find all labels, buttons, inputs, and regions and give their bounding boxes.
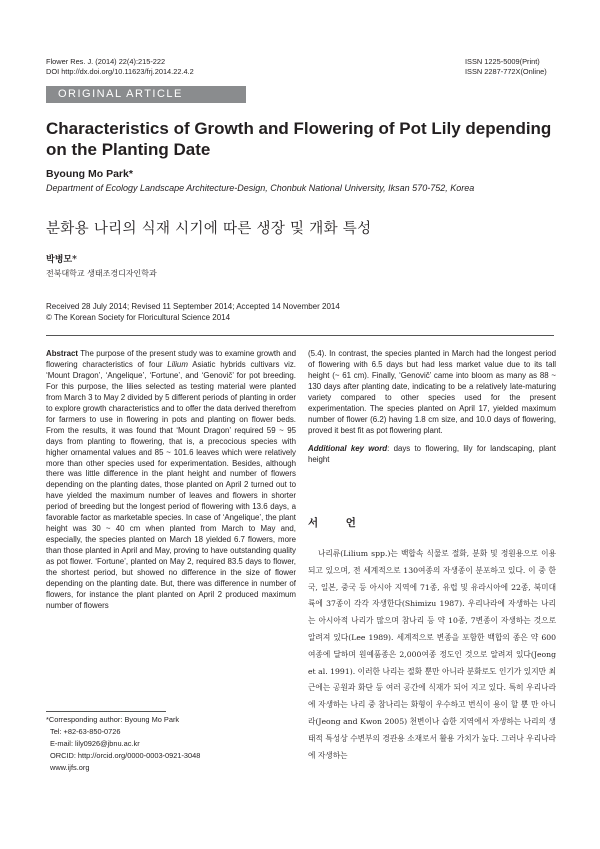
email-link[interactable]: E-mail: lily0926@jbnu.ac.kr xyxy=(50,739,140,748)
abstract-left-column xyxy=(46,349,296,612)
corresponding-author-footnote xyxy=(46,714,296,774)
korean-author: 박병모* xyxy=(46,255,77,265)
korean-title: 분화용 나리의 식재 시기에 따른 생장 및 개화 특성 xyxy=(46,221,372,237)
author-affiliation: Department of Ecology Landscape Architecture-Design, Chonbuk National University, Iksan 570-752, Korea xyxy=(46,183,475,193)
doi-link[interactable]: DOI http://dx.doi.org/10.11623/frj.2014.22.4.2 xyxy=(46,67,194,76)
article-dates xyxy=(46,301,340,323)
paper-title: Characteristics of Growth and Flowering of Pot Lily depending on the Planting Date xyxy=(46,119,552,159)
author-name: Byoung Mo Park* xyxy=(46,168,133,180)
introduction-body xyxy=(308,546,556,764)
copyright-notice: © The Korean Society for Floricultural Science 2014 xyxy=(46,313,231,322)
issn-online: ISSN 2287-772X(Online) xyxy=(465,67,547,76)
issn-print: ISSN 1225-5009(Print) xyxy=(465,57,540,66)
telephone: Tel: +82-63-850-0726 xyxy=(50,727,121,736)
journal-citation: Flower Res. J. (2014) 22(4):215-222 xyxy=(46,57,166,66)
introduction-paragraph: 나리류(Lilium spp.)는 백합속 식물로 절화, 분화 및 정원용으로 이용되고 있으며, 전 세계적으로 130여종의 자생종이 분포하고 있다. 이 중 한국, 일본, 중국 등 아시아 지역에 71종, 유럽 및 유라시아에 22종, 북미대륙에 37종이 각각 자생한다(Shimizu 1987). 우리나라에 자생하는 나리는 아시아적 나리가 많으며 참나리 등 약 10종, 7변종이 자생하는 것으로 알려져 있다(Lee 1989). 세계적으로 변종을 포함한 백합의 종은 약 600여종에 달하며 원예품종은 2,000여종 정도인 것으로 알려져 있다(Jeong et al. 1991). 이러한 나리는 절화 뿐만 아니라 분화로도 인기가 있지만 최근에는 공원과 화단 등 여러 공간에 식재가 되어 지고 있다. 특히 우리나라에 자생하는 나리 중 참나리는 화형이 우수하고 번식이 용이 할 뿐 만 아니라(Jeong and Kwon 2005) 천변이나 습한 지역에서 자생하는 나리의 생태적 특성상 수변부의 경관용 소재로서 활용 가치가 높다. 그러나 우리나라에 자생하는 xyxy=(308,549,556,760)
abstract-part1: The purpose of the present study was to examine growth and flowering characteristics of four xyxy=(46,349,296,369)
abstract-genus: Lilium xyxy=(167,359,188,369)
article-type-banner: ORIGINAL ARTICLE xyxy=(46,86,246,103)
orcid-link[interactable]: ORCID: http://orcid.org/0000-0003-0921-3048 xyxy=(50,751,201,760)
section-divider xyxy=(46,335,554,336)
abstract-part2: Asiatic hybrids cultivars viz. ‘Mount Dragon’, ‘Angelique’, ‘Fortune’, and ‘Genovič’ for pot breeding. For this purpose, the lilies selected as testing material were planted from March 3 to May 2 divided by 5 different periods of planting in order to explore growth characteristics and to offer the data derived therefrom for farmers to use in flowering in pots and planting on flower beds. From the results, it was found that ‘Mount Dragon’ required 59 ~ 95 days from planting to flowering, that is, a precocious species with higher ornamental values and 85 ~ 101.6 leaves which were relatively more than other species used for experimentation. Besides, although there was little difference in the plant height and number of flowers depending on the planting dates, those planted on April 2 turned out to have yielded the maximum number of leaves and flowers in shorter period of breeding but the longest period of flowering with 13.6 days, a favorable factor as marketable species. In case of ‘Angelique’, the plant height was 30 ~ 40 cm when planted from March to May and, especially, the species planted on March 18 yielded 6.7 flowers, more than those planted in April and May, proving to have outstanding quality as pot flower. ‘Fortune’, planted on May 2, required 83.5 days to flower, the shortest period, but showed no difference in the size of flower depending on the planting date. But, there was difference in number of flowers, for instance the plant planted on April 2 produced maximum number of flowers xyxy=(46,359,296,610)
abstract-text xyxy=(46,349,296,612)
corresponding-author: *Corresponding author: Byoung Mo Park xyxy=(46,715,180,724)
abstract-continued: (5.4). In contrast, the species planted in March had the longest period of flowering with 6.5 days but had less market value due to its tall height (~ 61 cm). Finally, ‘Genovič’ came into bloom as many as 88 ~ 130 days after planting date, indicating to be a relatively late-maturing variety compared to other species used for the present experimentation. The species planted on April 17, yielded maximum number of flower (6.2) having 1.8 cm size, and 10.0 days of flowering, proved it best fit as pot flowering plant. xyxy=(308,349,556,435)
korean-affiliation: 전북대학교 생태조경디자인학과 xyxy=(46,269,157,278)
keywords xyxy=(308,444,556,466)
abstract-label: Abstract xyxy=(46,349,79,358)
issn-header xyxy=(465,57,600,77)
keywords-label: Additional key word xyxy=(308,443,388,453)
introduction-heading: 서 언 xyxy=(308,517,368,529)
history-dates: Received 28 July 2014; Revised 11 September 2014; Accepted 14 November 2014 xyxy=(46,302,340,311)
footnote-divider xyxy=(46,711,166,712)
journal-header xyxy=(46,57,346,77)
journal-website-link[interactable]: www.ijfs.org xyxy=(50,763,90,772)
keywords-text: : days to flowering, lily for landscaping, plant height xyxy=(308,443,556,464)
abstract-right-column xyxy=(308,349,556,466)
